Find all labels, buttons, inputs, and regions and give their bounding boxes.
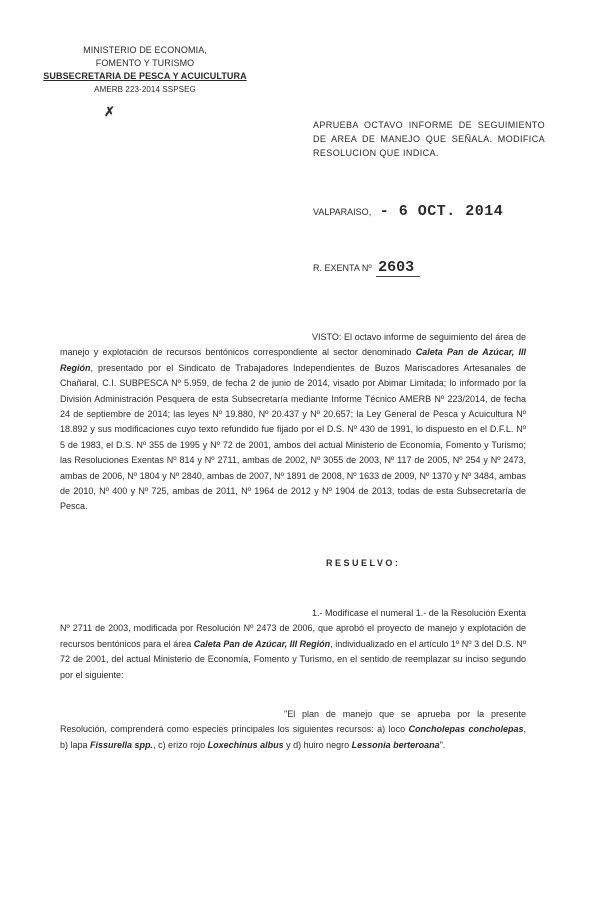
- location: VALPARAISO,: [313, 207, 372, 217]
- quote-text: , b) lapa: [60, 724, 526, 750]
- ministry-name: MINISTERIO DE ECONOMIA,: [83, 45, 207, 55]
- resolution-number: [313, 259, 420, 276]
- visto-text: VISTO: El octavo informe de seguimiento del área de manejo y explotación de recursos bentónicos correspondiente al sector denominado: [60, 332, 526, 358]
- place-date: [313, 203, 503, 220]
- species-loco: Concholepas concholepas: [408, 724, 524, 735]
- quoted-paragraph: [60, 707, 526, 753]
- handwritten-initial: ✗: [104, 104, 115, 119]
- exenta-label: R. EXENTA Nº: [313, 263, 372, 273]
- resuelvo-heading: RESUELVO:: [326, 558, 401, 568]
- date-stamp: - 6 OCT. 2014: [379, 203, 504, 220]
- subject-block: APRUEBA OCTAVO INFORME DE SEGUIMIENTO DE AREA DE MANEJO QUE SEÑALA. MODIFICA RESOLUCION QUE INDICA.: [313, 120, 545, 158]
- article-1: [60, 606, 526, 683]
- ministry-name-cont: FOMENTO Y TURISMO: [95, 58, 195, 68]
- quote-text: "El plan de manejo que se aprueba por la presente Resolución, comprenderá como especies principales los siguientes recursos: a) loco: [60, 709, 526, 735]
- subsecretaria-name: SUBSECRETARIA DE PESCA Y ACUICULTURA: [43, 71, 247, 81]
- visto-area-name: Caleta Pan de Azúcar, III Región: [60, 347, 526, 373]
- quote-text: y d) huiro negro: [283, 739, 352, 750]
- article-text: 1.- Modifícase el numeral 1.- de la Resolución Exenta Nº 2711 de 2003, modificada por Resolución Nº 2473 de 2006, que aprobó el proyecto de manejo y explotación de recursos bentónicos para el área: [60, 608, 526, 649]
- article-text-cont: , individualizado en el artículo 1º Nº 3 del D.S. Nº 72 de 2001, del actual Ministerio de Economía, Fomento y Turismo, en el sentido de reemplazar su inciso segundo por el siguiente:: [60, 638, 526, 680]
- species-erizo: Loxechinus albus: [207, 739, 284, 750]
- quote-text: , c) erizo rojo: [153, 739, 208, 750]
- visto-paragraph: [60, 330, 526, 515]
- quote-text-end: ".: [439, 739, 446, 750]
- species-huiro: Lessonia berteroana: [351, 739, 440, 750]
- letterhead: [30, 44, 260, 96]
- article-area-name: Caleta Pan de Azúcar, III Región: [193, 638, 331, 649]
- visto-text-cont: , presentado por el Sindicato de Trabajadores Independientes de Buzos Mariscadores Artesanales de Chañaral, C.I. SUBPESCA Nº 5.959, de fecha 2 de junio de 2014, visado por Abimar Limitada; lo informado por la División Administración Pesquera de esta Subsecretaría mediante Informe Técnico AMERB Nº 223/2014, de fecha 24 de septiembre de 2014; las leyes Nº 19.880, Nº 20.437 y Nº 20.657; la Ley General de Pesca y Acuicultura Nº 18.892 y sus modificaciones cuyo texto refundido fue fijado por el D.S. Nº 430 de 1991, lo dispuesto en el D.F.L. Nº 5 de 1983, el D.S. Nº 355 de 1995 y Nº 72 de 2001, ambos del actual Ministerio de Economía, Fomento y Turismo; las Resoluciones Exentas Nº 814 y Nº 2711, ambas de 2002, Nº 3055 de 2003, Nº 117 de 2005, Nº 254 y Nº 2473, ambas de 2006, Nº 1804 y Nº 2840, ambas de 2007, Nº 1891 de 2008, Nº 1633 de 2009, Nº 1370 y Nº 3484, ambas de 2010, Nº 400 y Nº 725, ambas de 2011, Nº 1964 de 2012 y Nº 1904 de 2013, todas de esta Subsecretaría de Pesca.: [60, 362, 526, 512]
- reference-code: AMERB 223-2014 SSPSEG: [94, 85, 196, 94]
- species-lapa: Fissurella spp.: [90, 739, 154, 750]
- exenta-number: 2603: [376, 259, 420, 277]
